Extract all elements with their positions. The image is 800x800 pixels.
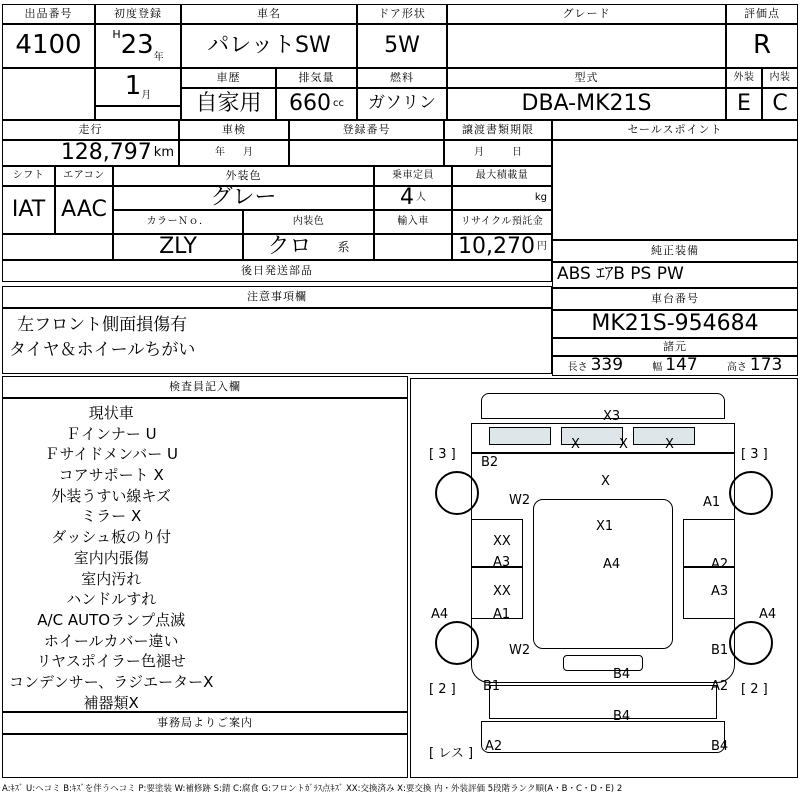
office-notice-value xyxy=(2,734,408,778)
inspector-line: リヤスポイラー色褪せ xyxy=(36,652,186,671)
chassis-value: MK21S-954684 xyxy=(552,310,798,338)
damage-mark: A4 xyxy=(431,607,449,622)
width-label: 幅 xyxy=(652,362,663,374)
import-label: 輸入車 xyxy=(374,210,452,234)
inspector-line: コンデンサー、ラジエーターX xyxy=(9,672,214,691)
caution-line-1: 左フロント側面損傷有 xyxy=(17,315,188,335)
damage-mark: [ 3 ] xyxy=(429,447,456,462)
damage-mark: X1 xyxy=(596,519,614,534)
recycle-value-cell xyxy=(452,234,552,260)
car-name-value: パレットSW xyxy=(181,24,357,68)
damage-mark: A1 xyxy=(703,495,721,510)
genuine-equip-value: ABS ｴｱB PS PW xyxy=(552,262,798,288)
first-reg-month-cell xyxy=(95,68,181,106)
transfer-value-cell xyxy=(444,140,552,166)
lot-number: 4100 xyxy=(2,24,95,68)
damage-mark: X3 xyxy=(603,409,621,424)
color-no-value: ZLY xyxy=(113,234,243,260)
spec-values xyxy=(552,356,798,376)
damage-mark: [ 2 ] xyxy=(429,682,456,697)
fuel-label: 燃料 xyxy=(357,68,447,88)
wheel-front-left xyxy=(435,471,479,515)
reg-no-label: 登録番号 xyxy=(289,120,444,140)
inspector-line: A/C AUTOランプ点滅 xyxy=(37,610,186,629)
damage-mark: [ 2 ] xyxy=(741,682,768,697)
legend-text: A:ｷｽﾞ U:ヘコミ B:ｷｽﾞを伴うヘコミ P:要塗装 W:補修跡 S:錆 C:腐食 G:フロントｶﾞﾗｽ点ｷｽﾞ XX:交換済み X:要交換 内・外装評価 5段階ランク順(A・B・C・D・E) 2 xyxy=(2,784,623,794)
mileage-value-cell xyxy=(2,140,179,166)
model-value: DBA-MK21S xyxy=(447,88,726,120)
damage-mark: W2 xyxy=(509,493,531,508)
grade-label: グレード xyxy=(447,4,726,24)
length-value: 339 xyxy=(590,356,624,376)
shaken-label: 車検 xyxy=(179,120,289,140)
damage-mark: B1 xyxy=(483,679,501,694)
max-load-label: 最大積載量 xyxy=(452,166,552,186)
vehicle-damage-diagram xyxy=(410,378,798,778)
office-notice-label: 事務局よりご案内 xyxy=(2,712,408,734)
damage-mark: [ 3 ] xyxy=(741,447,768,462)
car-rear-bumper xyxy=(481,721,725,753)
mileage-unit: km xyxy=(153,145,174,161)
model-label: 型式 xyxy=(447,68,726,88)
shaken-year-unit: 年 xyxy=(215,146,225,158)
sales-point-label: セールスポイント xyxy=(552,120,798,140)
displacement-value: 660 xyxy=(289,91,331,117)
damage-mark: A3 xyxy=(711,584,729,599)
displacement-unit: cc xyxy=(333,97,344,109)
max-load-unit: kg xyxy=(534,191,547,203)
mileage-value: 128,797 xyxy=(60,140,152,166)
later-parts-label: 後日発送部品 xyxy=(2,260,552,282)
lot-spacer xyxy=(2,68,95,120)
damage-mark: B1 xyxy=(711,643,729,658)
height-label: 高さ xyxy=(726,362,747,374)
first-reg-month: 1 xyxy=(124,71,142,102)
damage-mark: A4 xyxy=(759,607,777,622)
inspector-line: 室内内張傷 xyxy=(73,548,149,567)
damage-mark: B2 xyxy=(481,455,499,470)
caution-notes xyxy=(2,308,552,374)
car-windshield xyxy=(489,427,551,445)
first-reg-label: 初度登録 xyxy=(95,4,181,24)
color-no-label: カラーＮｏ． xyxy=(113,210,243,234)
reg-no-value xyxy=(289,140,444,166)
ext-color-label: 外装色 xyxy=(113,166,374,186)
recycle-unit: 円 xyxy=(537,240,547,252)
first-reg-value xyxy=(95,24,181,68)
inspector-line: ハンドルすれ xyxy=(66,590,157,609)
interior-label: 内装 xyxy=(762,68,798,88)
genuine-equip-label: 純正装備 xyxy=(552,240,798,262)
first-reg-month-unit: 月 xyxy=(141,89,152,101)
transfer-month-label: 月 xyxy=(474,146,484,158)
capacity-label: 乗車定員 xyxy=(374,166,452,186)
shaken-month-unit: 月 xyxy=(243,146,253,158)
lot-label: 出品番号 xyxy=(2,4,95,24)
import-value xyxy=(374,234,452,260)
damage-mark: [ レス ] xyxy=(429,746,474,761)
inspector-notes xyxy=(2,398,408,712)
inspector-line: Ｆサイドメンバー U xyxy=(44,445,178,464)
car-trunk xyxy=(489,685,717,719)
caution-line-2: タイヤ＆ホイールちがい xyxy=(9,339,196,360)
inspector-line: コアサポート X xyxy=(58,466,164,485)
damage-mark: B4 xyxy=(711,739,729,754)
inspector-line: 外装うすい線キズ xyxy=(51,486,172,505)
inspector-label: 検査員記入欄 xyxy=(2,376,408,398)
width-value: 147 xyxy=(665,356,698,376)
door-shape-value: 5W xyxy=(357,24,447,68)
inspector-line: 補器類X xyxy=(83,693,139,712)
transfer-label: 譲渡書類期限 xyxy=(444,120,552,140)
history-value: 自家用 xyxy=(181,88,276,120)
shift-value: IAT xyxy=(2,186,55,234)
capacity-unit: 人 xyxy=(416,191,426,203)
inspector-line: Ｆインナー U xyxy=(65,424,157,443)
first-reg-year-unit: 年 xyxy=(153,51,164,63)
mileage-label: 走行 xyxy=(2,120,179,140)
length-label: 長さ xyxy=(567,362,588,374)
damage-mark: XX xyxy=(493,584,511,599)
inspector-line: ホイールカバー違い xyxy=(43,631,179,650)
car-rear-window xyxy=(563,655,643,671)
damage-mark: A1 xyxy=(493,607,511,622)
damage-mark: W2 xyxy=(509,643,531,658)
shift-spacer xyxy=(2,234,113,260)
inspector-line: ダッシュ板のり付 xyxy=(51,528,172,547)
damage-mark: A2 xyxy=(711,679,729,694)
height-value: 173 xyxy=(749,356,783,376)
interior-value: C xyxy=(762,88,798,120)
transfer-day-label: 日 xyxy=(512,146,522,158)
first-reg-era: H xyxy=(112,28,121,41)
inspector-line: 室内汚れ xyxy=(81,569,142,588)
int-color-label: 内装色 xyxy=(243,210,374,234)
damage-mark: X xyxy=(601,474,610,489)
first-reg-year: 23 xyxy=(120,30,154,61)
inspector-line: ミラー X xyxy=(81,507,142,526)
caution-label: 注意事項欄 xyxy=(2,286,552,308)
damage-mark: XX xyxy=(493,534,511,549)
damage-mark: A3 xyxy=(493,555,511,570)
damage-mark: X xyxy=(571,437,580,452)
aircon-label: エアコン xyxy=(55,166,113,186)
damage-mark: B4 xyxy=(613,667,631,682)
wheel-front-right xyxy=(729,471,773,515)
sales-point-value xyxy=(552,140,798,240)
chassis-label: 車台番号 xyxy=(552,288,798,310)
ext-color-value: グレー xyxy=(113,186,374,210)
recycle-label: リサイクル預託金 xyxy=(452,210,552,234)
capacity-value-cell xyxy=(374,186,452,210)
damage-mark: X xyxy=(619,437,628,452)
car-name-label: 車名 xyxy=(181,4,357,24)
shift-label: シフト xyxy=(2,166,55,186)
displacement-label: 排気量 xyxy=(276,68,357,88)
inspector-line: 現状車 xyxy=(88,404,134,422)
door-shape-label: ドア形状 xyxy=(357,4,447,24)
fuel-value: ガソリン xyxy=(357,88,447,120)
int-color-suffix: 系 xyxy=(337,239,350,254)
damage-mark: A2 xyxy=(711,557,729,572)
car-windshield-right xyxy=(633,427,695,445)
aircon-value: AAC xyxy=(55,186,113,234)
spec-label: 諸元 xyxy=(552,338,798,356)
history-label: 車歴 xyxy=(181,68,276,88)
exterior-value: E xyxy=(726,88,762,120)
wheel-rear-left xyxy=(435,621,479,665)
damage-mark: A2 xyxy=(485,739,503,754)
int-color-value-cell xyxy=(243,234,374,260)
shaken-value-cell xyxy=(179,140,289,166)
score-label: 評価点 xyxy=(726,4,798,24)
recycle-value: 10,270 xyxy=(458,234,535,260)
int-color-value: クロ xyxy=(267,234,312,260)
displacement-value-cell xyxy=(276,88,357,120)
damage-mark: X xyxy=(665,437,674,452)
damage-mark: A4 xyxy=(603,557,621,572)
max-load-value-cell xyxy=(452,186,552,210)
first-reg-spacer xyxy=(95,106,181,120)
capacity-value: 4 xyxy=(400,186,414,210)
score-value: R xyxy=(726,24,798,68)
grade-value xyxy=(447,24,726,68)
wheel-rear-right xyxy=(729,621,773,665)
exterior-label: 外装 xyxy=(726,68,762,88)
damage-mark: B4 xyxy=(613,709,631,724)
